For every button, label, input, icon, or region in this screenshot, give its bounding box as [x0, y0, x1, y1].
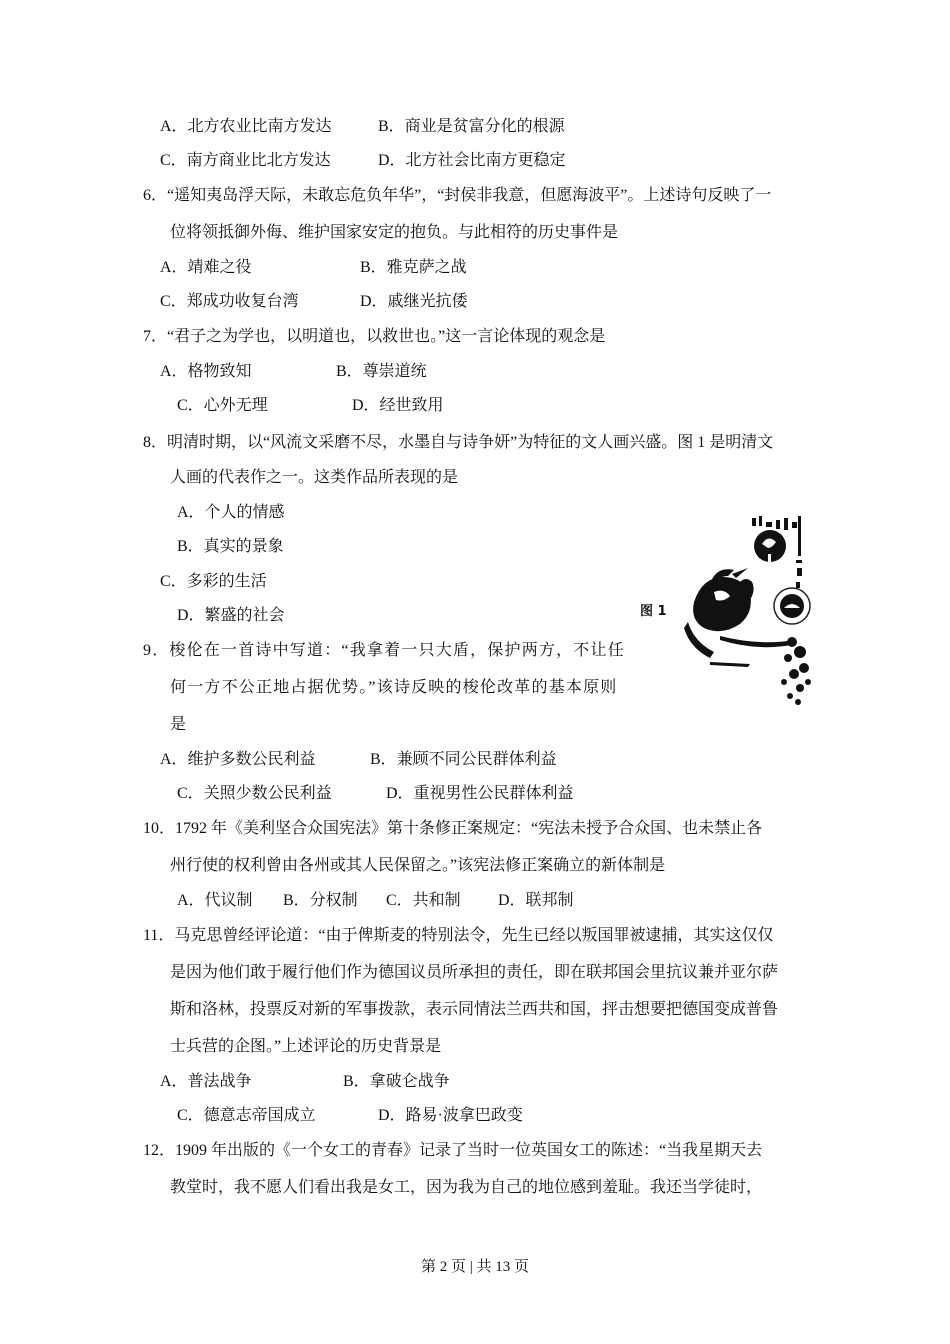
q9-stem-line1: 9．梭伦在一首诗中写道：“我拿着一只大盾，保护两方，不让任 [143, 642, 625, 659]
q10-option-d: D．联邦制 [498, 892, 574, 909]
q10-option-b: B．分权制 [283, 892, 358, 909]
q9-option-d: D．重视男性公民群体利益 [386, 785, 574, 802]
q9-stem-line3: 是 [170, 716, 187, 733]
q11-stem-line2: 是因为他们敢于履行他们作为德国议员所承担的责任，即在联邦国会里抗议兼并亚尔萨 [170, 964, 779, 981]
q10-stem-line1: 10．1792 年《美利坚合众国宪法》第十条修正案规定：“宪法未授予合众国、也未禁止各 [143, 820, 763, 837]
q8-option-c: C．多彩的生活 [160, 573, 267, 590]
q12-stem-line1: 12．1909 年出版的《一个女工的青春》记录了当时一位英国女工的陈述：“当我星期天去 [143, 1142, 763, 1159]
q10-stem-line2: 州行使的权利曾由各州或其人民保留之。”该宪法修正案确立的新体制是 [170, 857, 666, 874]
q6-stem-line2: 位将领抵御外侮、维护国家安定的抱负。与此相符的历史事件是 [170, 224, 619, 241]
q5-option-c: C．南方商业比北方发达 [160, 152, 331, 169]
q8-option-b: B．真实的景象 [177, 538, 284, 555]
q7-option-b: B．尊崇道统 [336, 363, 427, 380]
q9-option-b: B．兼顾不同公民群体利益 [370, 751, 557, 768]
q11-stem-line3: 斯和洛林，投票反对新的军事拨款，表示同情法兰西共和国，抨击想要把德国变成普鲁 [170, 1001, 779, 1018]
q11-option-c: C．德意志帝国成立 [177, 1107, 316, 1124]
bird-on-branch-painting-image [680, 512, 820, 708]
q6-option-b: B．雅克萨之战 [360, 259, 467, 276]
q10-option-c: C．共和制 [386, 892, 461, 909]
q7-option-d: D．经世致用 [352, 397, 444, 414]
q6-option-d: D．戚继光抗倭 [360, 293, 468, 310]
q11-option-d: D．路易·波拿巴政变 [378, 1107, 523, 1124]
q8-stem-line1: 8．明清时期，以“风流文采磨不尽，水墨自与诗争妍”为特征的文人画兴盛。图 1 是明清文 [143, 434, 774, 451]
q8-stem-line2: 人画的代表作之一。这类作品所表现的是 [170, 469, 459, 486]
q7-option-c: C．心外无理 [177, 397, 268, 414]
q6-option-c: C．郑成功收复台湾 [160, 293, 299, 310]
q7-stem-line1: 7．“君子之为学也，以明道也，以救世也。”这一言论体现的观念是 [143, 328, 606, 345]
q9-option-c: C．关照少数公民利益 [177, 785, 332, 802]
q7-option-a: A．格物致知 [160, 363, 252, 380]
q5-option-a: A．北方农业比南方发达 [160, 118, 332, 135]
q9-option-a: A．维护多数公民利益 [160, 751, 316, 768]
q8-option-a: A．个人的情感 [177, 504, 285, 521]
q10-option-a: A．代议制 [177, 892, 253, 909]
figure-1-ink-painting [680, 512, 820, 708]
q5-option-b: B．商业是贫富分化的根源 [378, 118, 565, 135]
q8-option-d: D．繁盛的社会 [177, 607, 285, 624]
q12-stem-line2: 教堂时，我不愿人们看出我是女工，因为我为自己的地位感到羞耻。我还当学徒时， [170, 1179, 763, 1196]
q11-stem-line1: 11．马克思曾经评论道：“由于俾斯麦的特别法令，先生已经以叛国罪被逮捕，其实这仅仅 [143, 927, 774, 944]
figure-1-label: 图 1 [640, 604, 667, 619]
q11-option-b: B．拿破仑战争 [343, 1073, 450, 1090]
q6-stem-line1: 6．“遥知夷岛浮天际，未敢忘危负年华”，“封侯非我意，但愿海波平”。上述诗句反映了一 [143, 187, 772, 204]
page-footer-page-number: 第 2 页 | 共 13 页 [420, 1259, 529, 1275]
q6-option-a: A．靖难之役 [160, 259, 252, 276]
q11-stem-line4: 士兵营的企图。”上述评论的历史背景是 [170, 1038, 442, 1055]
q11-option-a: A．普法战争 [160, 1073, 252, 1090]
q9-stem-line2: 何一方不公正地占据优势。”该诗反映的梭伦改革的基本原则 [170, 679, 618, 696]
q5-option-d: D．北方社会比南方更稳定 [378, 152, 566, 169]
